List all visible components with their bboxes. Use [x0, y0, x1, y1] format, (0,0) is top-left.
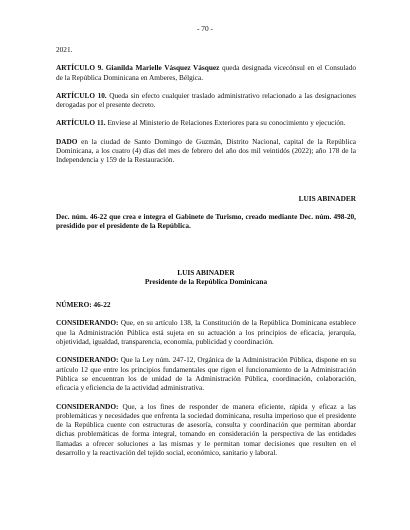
paragraph-year: 2021. [56, 45, 73, 54]
article-9-label: ARTÍCULO 9. Gianilda Marielle Vásquez Vásquez [56, 63, 220, 73]
article-11-label: ARTÍCULO 11. [56, 118, 106, 128]
decree-number: NÚMERO: 46-22 [56, 300, 111, 310]
header-title: Presidente de la República Dominicana [144, 276, 268, 286]
dado-paragraph: DADO en la ciudad de Santo Domingo de Guzmán, Distrito Nacional, capital de la República Dominicana, a los cuatro (4) días del mes de febrero del año dos mil veintidós (2022); año 178 de la Independencia y 159 de la Restauración. [56, 136, 356, 165]
header-name: LUIS ABINADER [177, 267, 235, 277]
considerando-1: CONSIDERANDO: Que, en su artículo 138, la Constitución de la República Dominicana establece que la Administración Pública está sujeta en su actuación a los principios de eficacia, jerarquía, objetividad, igualdad, transparencia, economía, publicidad y coordinación. [56, 318, 356, 347]
page-number: - 70 - [196, 24, 213, 33]
considerando-2: CONSIDERANDO: Que la Ley núm. 247-12, Orgánica de la Administración Pública, dispone en su artículo 12 que entre los principios fundamentales que rigen el funcionamiento de la Administración Pública se encuentran los de unidad de la Administración Pública, coordinación, colaboración, eficacia y eficiencia de la actividad administrativa. [56, 355, 356, 393]
considerando-3: CONSIDERANDO: Que, a los fines de responder de manera eficiente, rápida y eficaz a las problemáticas y necesidades que enfrenta la sociedad dominicana, resulta imperioso que el presidente de la República cuente con estructuras de asesoría, consulta y coordinación que permitan abordar dichas problemáticas de forma integral, tomando en consideración la perspectiva de las entidades llamadas a ofrecer soluciones a las mismas y le permitan tomar decisiones que resulten en el desarrollo y la reactivación del tejido social, económico, sanitario y laboral. [56, 401, 356, 458]
article-9: ARTÍCULO 9. Gianilda Marielle Vásquez Vásquez queda designada vicecónsul en el Consulado de la República Dominicana en Amberes, Bélgica. [56, 63, 357, 82]
article-10-label: ARTÍCULO 10. [56, 90, 107, 100]
dado-label: DADO [56, 136, 78, 146]
document-body [56, 45, 356, 466]
article-10: ARTÍCULO 10. Queda sin efecto cualquier traslado administrativo relacionado a las designaciones derogadas por el presente decreto. [56, 90, 356, 110]
signature: LUIS ABINADER [298, 193, 356, 203]
decree-summary: Dec. núm. 46-22 que crea e integra el Gabinete de Turismo, creado mediante Dec. núm. 498-20, presidido por el presidente de la República. [56, 211, 356, 231]
decree-header [56, 268, 356, 287]
article-11: ARTÍCULO 11. Envíese al Ministerio de Relaciones Exteriores para su conocimiento y ejecución. [56, 118, 346, 128]
